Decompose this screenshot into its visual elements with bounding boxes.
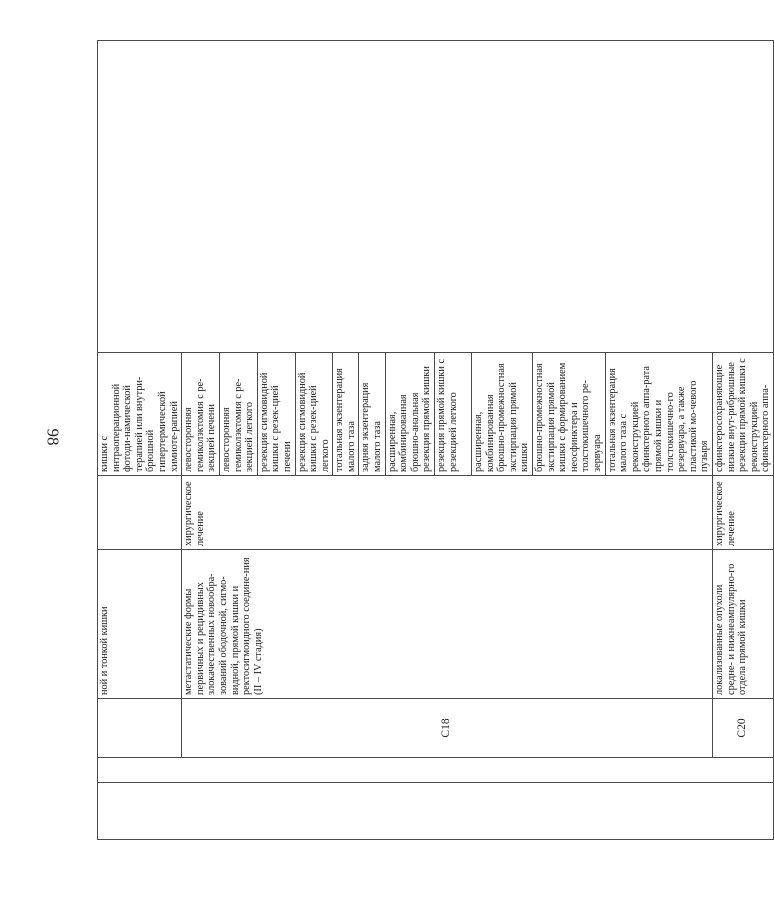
method-cell: левосторонняя гемиколэктомия с ре-зекцией легкого bbox=[219, 353, 257, 476]
page-number: 98 bbox=[43, 428, 63, 446]
method-cell: резекция сигмовидной кишки с резек-цией легкого bbox=[295, 353, 333, 476]
blank-column bbox=[98, 758, 774, 783]
method-cell: брюшно-промежностная экстирпация прямой кишки с формированием неосфинктера и толстокишечного ре-зервуара bbox=[533, 353, 606, 476]
diagnosis-cell: локализованные опухоли средне- и нижнеампулярно-го отдела прямой кишки bbox=[712, 550, 773, 699]
method-cell: резекция прямой кишки с резекцией легкого bbox=[435, 353, 472, 476]
method-cell: левосторонняя гемиколэктомия с ре-зекцией печени bbox=[182, 353, 220, 476]
treatment-type-cell: хирургическое лечение bbox=[182, 476, 713, 550]
method-cell: расширенная, комбинированная брюшно-анальная резекция прямой кишки bbox=[385, 353, 434, 476]
method-cell: кишки с интраоперационной фотоди-намической терапией или внутри-брюшной гипертермической химиоте-рапией bbox=[98, 353, 182, 476]
method-cell: резекция сигмовидной кишки с резек-цией печени bbox=[257, 353, 295, 476]
treatment-table bbox=[97, 40, 774, 840]
blank-column bbox=[98, 783, 774, 840]
method-cell: задняя экзентерация малого таза bbox=[359, 353, 385, 476]
rotated-table-container bbox=[97, 41, 772, 840]
method-cell: расширенная, комбинированная брюшно-промежностная экстирпация прямой кишки bbox=[472, 353, 533, 476]
diagnosis-cell: метастатические формы первичных и рецидивных злокачественных новообра-зований ободочной, сигмо-видной, прямой кишки и ректосигмоидного соедине-ния (II – IV стадия) bbox=[182, 550, 713, 699]
treatment-type-cell: хирургическое лечение bbox=[712, 476, 773, 550]
blank-column bbox=[98, 41, 774, 353]
diagnosis-cell: ной и тонкой кишки bbox=[98, 550, 182, 699]
code-cell: C20 bbox=[712, 699, 773, 758]
code-cell bbox=[98, 699, 182, 758]
method-cell: тотальная экзентерация малого таза с реконструкцией сфинктерного аппа-рата прямой кишки и толстокишечно-го резервуара, а также пластикой мо-чевого пузыря bbox=[605, 353, 712, 476]
table-row bbox=[98, 41, 182, 840]
code-cell: C18 bbox=[182, 699, 713, 758]
treatment-type-cell bbox=[98, 476, 182, 550]
method-cell: тотальная экзентерация малого таза bbox=[333, 353, 359, 476]
method-cell: сфинктеросохраняющие низкие внут-рибрюшные резекции прямой кишки с реконструкцией сфинктерного аппа- bbox=[712, 353, 773, 476]
